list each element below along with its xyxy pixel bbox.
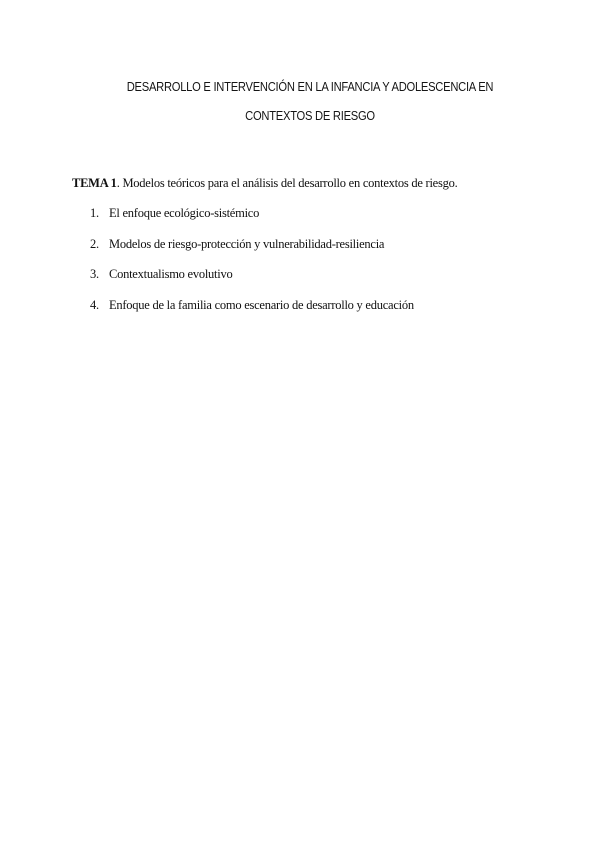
list-item-number: 4. [90,297,99,312]
list-item [90,235,414,266]
list-item [90,204,414,235]
list-item-text: Modelos de riesgo-protección y vulnerabilidad-resiliencia [109,236,385,251]
list-item-number: 3. [90,267,99,281]
list-item [90,265,414,296]
list-item [90,296,414,327]
topic-label: TEMA 1 [72,176,117,190]
list-item-number: 2. [90,236,99,251]
topic-subsection-list [90,204,414,326]
list-item-text: Contextualismo evolutivo [109,267,233,281]
topic-heading [72,174,457,192]
list-item-number: 1. [90,206,99,220]
list-item-text: Enfoque de la familia como escenario de desarrollo y educación [109,297,414,312]
document-title: DESARROLLO E INTERVENCIÓN EN LA INFANCIA Y ADOLESCENCIA EN CONTEXTOS DE RIESGO [126,79,494,123]
list-item-text: El enfoque ecológico-sistémico [109,206,260,220]
topic-description: . Modelos teóricos para el análisis del desarrollo en contextos de riesgo. [116,176,458,190]
